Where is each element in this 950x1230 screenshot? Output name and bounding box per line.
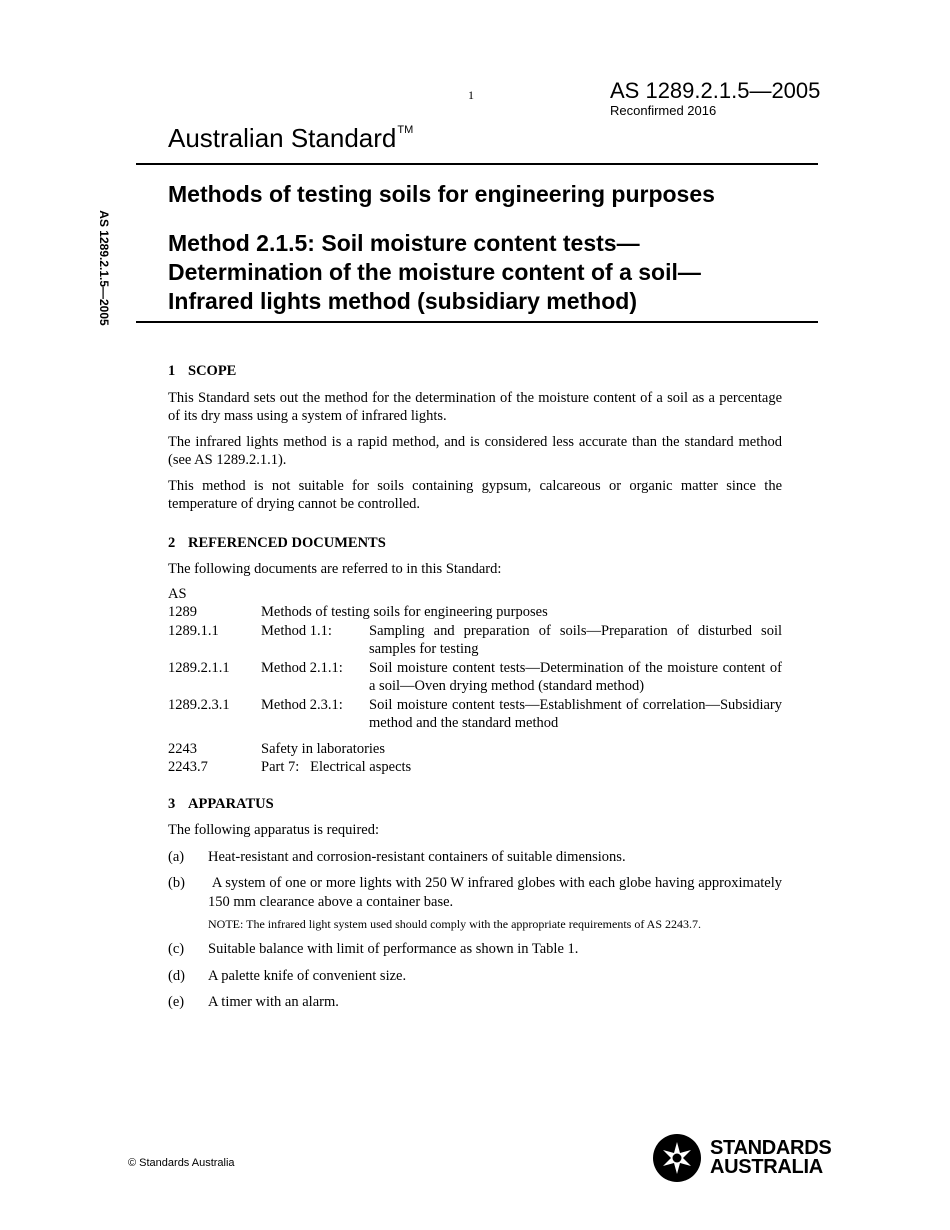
item-text: A palette knife of convenient size. [208, 967, 407, 984]
item-note: NOTE: The infrared light system used should comply with the appropriate requirements of AS 2243.7. [208, 917, 702, 931]
list-item [168, 967, 782, 986]
series-title: Methods of testing soils for engineering purposes [168, 181, 715, 207]
ref-code: 1289.2.3.1 [168, 696, 230, 713]
table-row [168, 696, 782, 733]
table-row [168, 659, 782, 696]
table-row [168, 622, 782, 659]
title-divider [136, 321, 818, 323]
section-number: 2 [168, 534, 176, 551]
item-label: (b) [168, 875, 185, 891]
ref-code: 2243 [168, 740, 197, 757]
table-row [168, 758, 782, 777]
section-heading-scope [168, 362, 782, 381]
list-item [168, 874, 786, 932]
scope-paragraph: The infrared lights method is a rapid method, and is considered less accurate than the standard method (see AS 1289.2.1.1). [168, 433, 782, 468]
item-text: Suitable balance with limit of performance as shown in Table 1. [208, 941, 579, 957]
item-label: (a) [168, 848, 185, 865]
references-table [168, 603, 782, 777]
section-title: SCOPE [188, 363, 237, 379]
ref-part: Method 2.3.1: [261, 696, 343, 713]
scope-paragraph: This Standard sets out the method for the determination of the moisture content of a soil as a percentage of its dry mass using a system of infrared lights. [168, 389, 782, 424]
list-item [168, 993, 782, 1012]
apparatus-list [168, 848, 786, 1012]
copyright-notice: © Standards Australia [128, 1157, 235, 1169]
ref-title: Sampling and preparation of soils—Preparation of disturbed soil samples for testing [369, 622, 782, 657]
reconfirmed-note: Reconfirmed 2016 [610, 103, 717, 118]
ref-part: Method 2.1.1: [261, 659, 343, 676]
trademark-mark: TM [397, 124, 414, 136]
section-title: APPARATUS [188, 795, 274, 812]
page-number: 1 [468, 88, 474, 102]
ref-code: 1289 [168, 604, 197, 620]
method-title-line: Infrared lights method (subsidiary method) [168, 288, 637, 314]
ref-code: 1289.1.1 [168, 622, 219, 639]
top-divider [136, 163, 818, 165]
item-label: (d) [168, 967, 185, 984]
references-intro: The following documents are referred to in this Standard: [168, 561, 502, 577]
list-item [168, 848, 782, 867]
ref-title: Methods of testing soils for engineering purposes [261, 604, 548, 620]
standards-australia-logo [652, 1133, 831, 1183]
references-series-prefix: AS [168, 585, 187, 602]
ref-code: 1289.2.1.1 [168, 659, 230, 676]
item-text: Heat-resistant and corrosion-resistant containers of suitable dimensions. [208, 848, 626, 865]
standard-number: AS 1289.2.1.5—2005 [610, 78, 821, 103]
standard-type-heading [168, 123, 413, 154]
section-heading-apparatus [168, 795, 782, 814]
logo-line: AUSTRALIA [710, 1156, 823, 1178]
ref-title: Soil moisture content tests—Determination of the moisture content of a soil—Oven drying method (standard method) [369, 659, 782, 694]
ref-title: Soil moisture content tests—Establishment of correlation—Subsidiary method and the standard method [369, 696, 782, 731]
item-label: (e) [168, 994, 185, 1010]
document-body [168, 362, 786, 1020]
table-row [168, 733, 782, 759]
logo-wordmark [710, 1139, 831, 1177]
logo-line: STANDARDS [710, 1137, 832, 1159]
ref-title: Part 7: Electrical aspects [261, 759, 412, 775]
standard-type-label: Australian Standard [168, 123, 397, 153]
scope-paragraph: This method is not suitable for soils containing gypsum, calcareous or organic matter since the temperature of drying cannot be controlled. [168, 477, 782, 512]
method-title [168, 229, 701, 316]
star-emblem-icon [652, 1133, 702, 1183]
apparatus-intro: The following apparatus is required: [168, 822, 379, 838]
section-number: 1 [168, 363, 176, 379]
ref-code: 2243.7 [168, 759, 208, 775]
table-row [168, 603, 782, 622]
section-number: 3 [168, 795, 176, 812]
method-title-line: Method 2.1.5: Soil moisture content tests— [168, 230, 640, 256]
ref-title: Safety in laboratories [261, 740, 386, 757]
ref-part: Method 1.1: [261, 622, 332, 639]
item-text: A system of one or more lights with 250 W infrared globes with each globe having approximately 150 mm clearance above a container base. [208, 875, 786, 910]
item-label: (c) [168, 941, 185, 957]
list-item [168, 940, 782, 959]
section-title: REFERENCED DOCUMENTS [188, 534, 386, 551]
method-title-line: Determination of the moisture content of a soil— [168, 259, 701, 285]
item-text: A timer with an alarm. [208, 994, 339, 1010]
side-standard-label: AS 1289.2.1.5—2005 [97, 210, 111, 326]
section-heading-references [168, 534, 782, 553]
